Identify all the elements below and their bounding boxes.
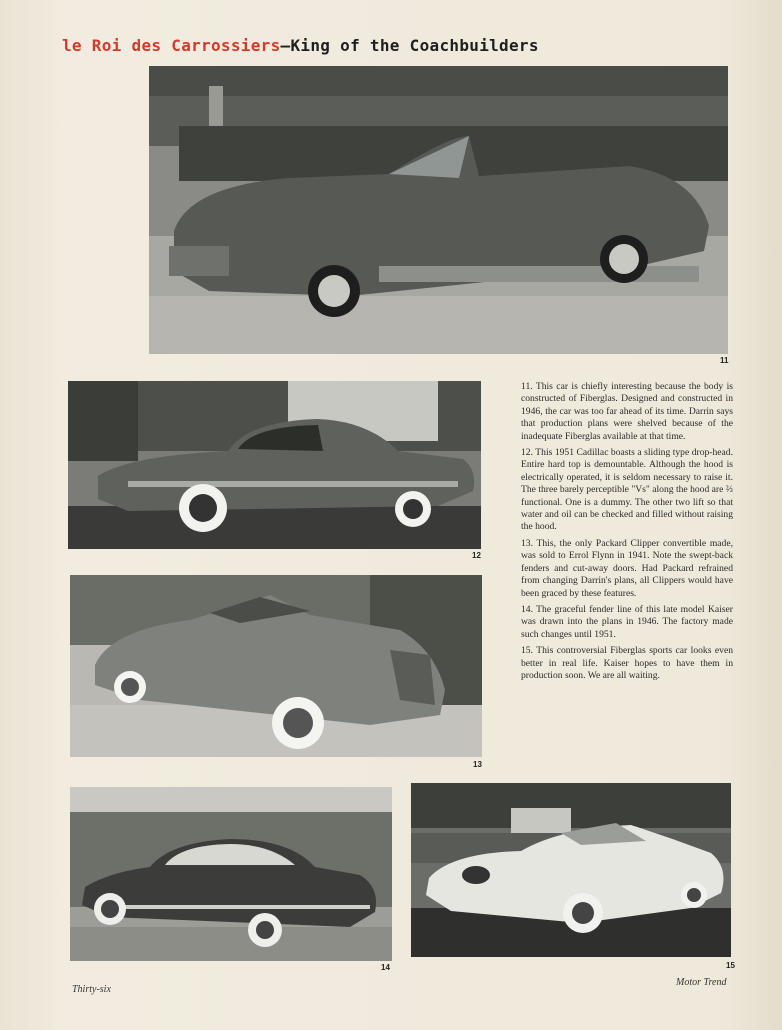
photo-kaiser-fiberglas-sports-car — [411, 783, 731, 957]
photo-cadillac-drophead — [68, 381, 481, 549]
caption-column — [521, 381, 733, 686]
caption-15: 15. This controversial Fiberglas sports car looks even better in real life. Kaiser hopes to have them in production soon. We are all waiting. — [521, 645, 733, 681]
caption-14: 14. The graceful fender line of this late model Kaiser was drawn into the plans in 1946. The factory made such changes until 1951. — [521, 603, 733, 640]
figure-number-11: 11 — [720, 356, 729, 365]
caption-12: 12. This 1951 Cadillac boasts a sliding type drop-head. Entire hard top is demountable. Although the hood is electrically operated, it is seldom necessary to raise it. The three barely perceptible "Vs" along the hood are ⅔ functional. One is a dummy. The other two lift so that water and oil can be checked and filled without raising the hood. — [521, 447, 733, 533]
title-dash: – — [280, 36, 291, 55]
caption-13: 13. This, the only Packard Clipper convertible made, was sold to Errol Flynn in 1941. Note the swept-back fenders and cut-away doors. Had Packard refrained from changing Darrin's plans, all Clippers would have been graced by these features. — [521, 537, 733, 599]
photo-packard-clipper-convertible — [70, 575, 482, 757]
page-number: Thirty-six — [72, 984, 111, 995]
photo-kaiser-sedan — [70, 787, 392, 961]
figure-number-13: 13 — [473, 760, 482, 769]
photo-fiberglas-convertible — [149, 66, 728, 354]
page-title — [62, 36, 539, 55]
title-english: King of the Coachbuilders — [290, 36, 539, 55]
figure-number-14: 14 — [381, 963, 390, 972]
caption-11: 11. This car is chiefly interesting because the body is constructed of Fiberglas. Designed and constructed in 1946, the car was too far ahead of its time. Darrin says that production plans were shelved because of the inadequate Fiberglas available at that time. — [521, 381, 733, 442]
title-french: le Roi des Carrossiers — [62, 36, 281, 55]
figure-number-15: 15 — [726, 961, 735, 970]
magazine-name: Motor Trend — [676, 977, 727, 988]
figure-number-12: 12 — [472, 551, 481, 560]
